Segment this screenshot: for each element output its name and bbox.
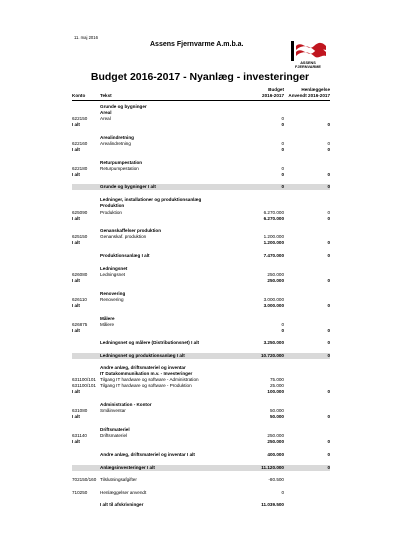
- konto-cell: 626110: [72, 297, 87, 302]
- budget-cell: -80.500: [268, 477, 284, 482]
- budget-cell: 0: [281, 116, 284, 121]
- konto-cell: I alt: [72, 439, 80, 444]
- tekst-cell: Tilgang IT hardware og software - Administration: [100, 377, 199, 382]
- date-label: 11. maj 2016: [74, 35, 98, 40]
- tekst-cell: Produktionsanlæg I alt: [100, 253, 150, 258]
- tekst-cell: Tilgang IT hardware og software - Produktion: [100, 383, 192, 388]
- tekst-cell: Grunde og bygninger I alt: [100, 184, 156, 189]
- column-header-konto: Konto: [72, 93, 86, 98]
- tekst-cell: Produktion: [100, 210, 122, 215]
- konto-cell: 631140: [72, 433, 87, 438]
- budget-cell: 10.720.000: [261, 353, 284, 358]
- henlaeggelse-cell: 0: [327, 184, 330, 189]
- konto-cell: I alt: [72, 172, 80, 177]
- henlaeggelse-cell: 0: [327, 328, 330, 333]
- budget-cell: 0: [281, 141, 284, 146]
- budget-cell: 0: [281, 166, 284, 171]
- konto-cell: 631100/101: [72, 383, 96, 388]
- henlaeggelse-cell: 0: [327, 353, 330, 358]
- konto-cell: 625150: [72, 234, 88, 239]
- tekst-cell: Målere: [100, 322, 115, 327]
- table-row: [72, 203, 330, 209]
- table-row: [72, 172, 330, 178]
- table-row: [72, 147, 330, 153]
- budget-cell: 0: [281, 147, 284, 152]
- tekst-cell: Andre anlæg, driftsmateriel og inventar: [100, 365, 186, 370]
- tekst-cell: Ledningsnet: [100, 272, 126, 277]
- table-row: [72, 490, 330, 496]
- tekst-cell: Andre anlæg, driftsmateriel og inventar I alt: [100, 452, 195, 457]
- konto-cell: I alt: [72, 216, 80, 221]
- konto-cell: I alt: [72, 278, 80, 283]
- table-row: [72, 477, 330, 483]
- column-header-tekst: Tekst: [100, 93, 112, 98]
- budget-cell: 7.470.000: [263, 253, 284, 258]
- table-row: [72, 414, 330, 420]
- budget-cell: 0: [281, 328, 284, 333]
- budget-cell: 0: [281, 184, 284, 189]
- budget-cell: 11.039.500: [261, 502, 284, 507]
- budget-cell: 3.000.000: [263, 297, 284, 302]
- tekst-cell: Anlægsinvesteringer I alt: [100, 465, 155, 470]
- table-row: [72, 452, 330, 458]
- tekst-cell: Arealindretning: [100, 141, 131, 146]
- table-row: [72, 184, 330, 190]
- tekst-cell: Målere: [100, 316, 115, 321]
- logo-text-line1: ASSENS: [300, 61, 316, 65]
- konto-cell: 622150: [72, 116, 88, 121]
- table-row: [72, 340, 330, 346]
- table-row: [72, 328, 330, 334]
- column-header-budget-2: 2016-2017: [262, 93, 284, 98]
- tekst-cell: Renovering: [100, 297, 124, 302]
- henlaeggelse-cell: 0: [327, 240, 330, 245]
- konto-cell: I alt: [72, 122, 80, 127]
- budget-cell: 6.270.000: [263, 210, 284, 215]
- table-row: [72, 253, 330, 259]
- konto-cell: I alt: [72, 389, 80, 394]
- henlaeggelse-cell: 0: [327, 216, 330, 221]
- henlaeggelse-cell: 0: [327, 340, 330, 345]
- budget-cell: 11.120.000: [261, 465, 284, 470]
- konto-cell: 626080: [72, 272, 88, 277]
- table-row: [72, 278, 330, 284]
- column-header-hen-2: Anvendt 2016-2017: [288, 93, 330, 98]
- konto-cell: 710250: [72, 490, 88, 495]
- budget-cell: 3.250.000: [263, 340, 284, 345]
- konto-cell: I alt: [72, 414, 80, 419]
- henlaeggelse-cell: 0: [327, 303, 330, 308]
- konto-cell: I alt: [72, 303, 80, 308]
- budget-cell: 0: [281, 122, 284, 127]
- tekst-cell: Driftsmateriel: [100, 427, 130, 432]
- tekst-cell: IT Datakommunikation m.v. - Investeringer: [100, 371, 193, 376]
- budget-cell: 1.200.000: [263, 240, 284, 245]
- tekst-cell: Areal: [100, 116, 111, 121]
- konto-cell: 622160: [72, 141, 88, 146]
- page-title: Budget 2016-2017 - Nyanlæg - investeringer: [90, 71, 310, 83]
- tekst-cell: Ledningsnet og målere (Distributionsnet) I alt: [100, 340, 200, 345]
- konto-cell: I alt: [72, 240, 80, 245]
- budget-cell: 0: [281, 490, 284, 495]
- table-row: [72, 439, 330, 445]
- tekst-cell: I alt til afskrivninger: [100, 502, 144, 507]
- tekst-cell: Ledningsnet: [100, 266, 128, 271]
- table-row: [72, 465, 330, 471]
- henlaeggelse-cell: 0: [327, 141, 330, 146]
- budget-cell: 50.000: [269, 408, 284, 413]
- tekst-cell: Produktion: [100, 203, 125, 208]
- henlaeggelse-cell: 0: [327, 439, 330, 444]
- tekst-cell: Areal: [100, 110, 112, 115]
- company-name: Assens Fjernvarme A.m.b.a.: [150, 41, 244, 48]
- konto-cell: 702150/160: [72, 477, 97, 482]
- table-row: [72, 122, 330, 128]
- budget-cell: 250.000: [267, 278, 284, 283]
- table-row: [72, 303, 330, 309]
- tekst-cell: Driftsmateriel: [100, 433, 128, 438]
- konto-cell: 631100/101: [72, 377, 96, 382]
- henlaeggelse-cell: 0: [327, 414, 330, 419]
- budget-cell: 1.200.000: [263, 234, 284, 239]
- konto-cell: I alt: [72, 328, 80, 333]
- budget-cell: 400.000: [267, 452, 284, 457]
- henlaeggelse-cell: 0: [327, 465, 330, 470]
- konto-cell: 625090: [72, 210, 88, 215]
- table-row: [72, 240, 330, 246]
- tekst-cell: Ledningsnet og produktionsanlæg I alt: [100, 353, 185, 358]
- tekst-cell: Returpumpestation: [100, 160, 143, 165]
- tekst-cell: Returpumpestation: [100, 166, 139, 171]
- henlaeggelse-cell: 0: [327, 172, 330, 177]
- tekst-cell: Administration - Kontor: [100, 402, 152, 407]
- column-header-budget-1: Budget: [268, 87, 284, 92]
- henlaeggelse-cell: 0: [327, 278, 330, 283]
- tekst-cell: Ledninger, installationer og produktionsanlæg: [100, 197, 202, 202]
- tekst-cell: Genanskaffelser produktion: [100, 228, 162, 233]
- tekst-cell: Henlæggelser anvendt: [100, 490, 147, 495]
- budget-cell: 25.000: [269, 383, 284, 388]
- table-row: [72, 389, 330, 395]
- budget-cell: 50.000: [269, 414, 284, 419]
- konto-cell: 622180: [72, 166, 88, 171]
- budget-cell: 250.000: [267, 272, 284, 277]
- budget-cell: 0: [281, 172, 284, 177]
- logo-text-line2: FJERNVARME: [295, 65, 321, 69]
- tekst-cell: Grunde og bygninger: [100, 104, 147, 109]
- budget-cell: 3.000.000: [263, 303, 284, 308]
- tekst-cell: Arealindretning: [100, 135, 134, 140]
- budget-cell: 6.270.000: [263, 216, 284, 221]
- konto-cell: 631080: [72, 408, 88, 413]
- table-row: [72, 353, 330, 359]
- henlaeggelse-cell: 0: [327, 147, 330, 152]
- budget-cell: 75.000: [269, 377, 284, 382]
- budget-cell: 250.000: [267, 433, 284, 438]
- budget-cell: 100.000: [267, 389, 284, 394]
- tekst-cell: Tilslutningsafgifter: [100, 477, 137, 482]
- tekst-cell: Genanskaf. produktion: [100, 234, 147, 239]
- henlaeggelse-cell: 0: [327, 253, 330, 258]
- henlaeggelse-cell: 0: [327, 389, 330, 394]
- table-row: [72, 502, 330, 508]
- konto-cell: I alt: [72, 147, 80, 152]
- budget-cell: 250.000: [267, 439, 284, 444]
- tekst-cell: Småinventar: [100, 408, 126, 413]
- tekst-cell: Renovering: [100, 291, 126, 296]
- column-header-hen-1: Henlæggelse: [301, 87, 330, 92]
- henlaeggelse-cell: 0: [327, 210, 330, 215]
- budget-cell: 0: [281, 322, 284, 327]
- henlaeggelse-cell: 0: [327, 122, 330, 127]
- table-row: [72, 216, 330, 222]
- henlaeggelse-cell: 0: [327, 452, 330, 457]
- konto-cell: 626875: [72, 322, 88, 327]
